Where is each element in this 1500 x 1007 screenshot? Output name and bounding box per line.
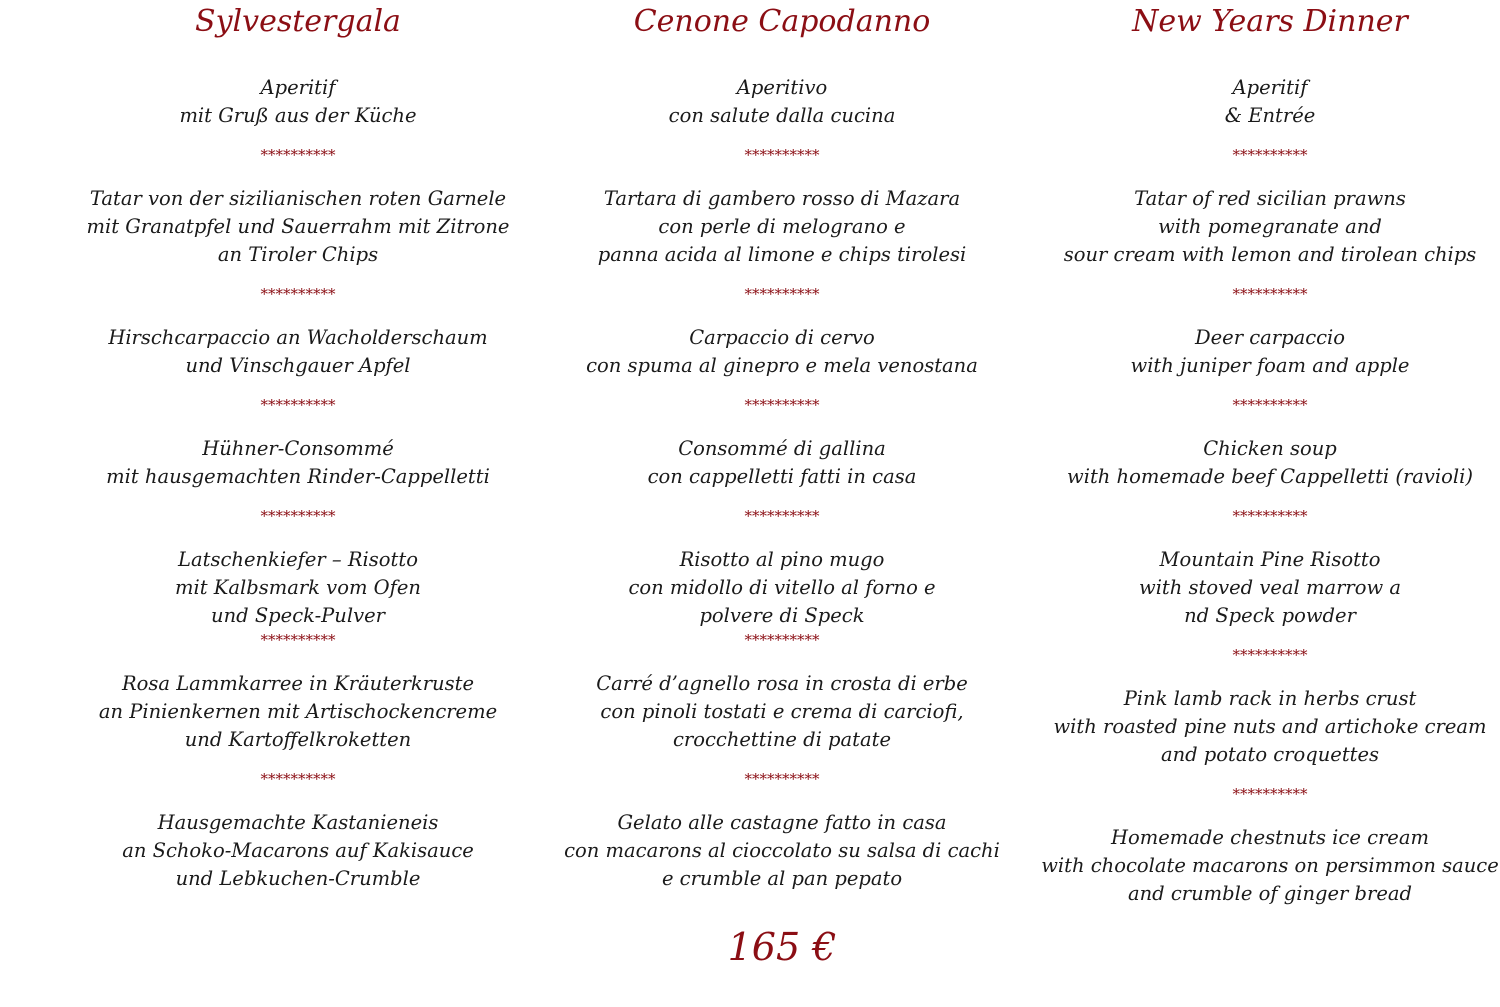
course-line: an Schoko-Macarons auf Kakisauce [122, 839, 474, 862]
course-line: con midollo di vitello al forno e [628, 576, 936, 599]
course-line: an Pinienkernen mit Artischockencreme [98, 700, 498, 723]
course-line: and crumble of ginger bread [1127, 882, 1413, 905]
course-aperitif [532, 74, 1032, 130]
separator: ********** [744, 631, 820, 649]
separator: ********** [744, 770, 820, 788]
course-line: crocchettine di patate [673, 728, 891, 751]
course-dessert [1020, 824, 1500, 908]
course-line: with pomegranate and [1158, 215, 1382, 238]
separator: ********** [1232, 507, 1308, 525]
separator: ********** [1232, 646, 1308, 664]
course-line: with stoved veal marrow a [1139, 576, 1401, 599]
course-line: und Kartoffelkroketten [184, 728, 412, 751]
course-risotto [532, 546, 1032, 630]
course-line: und Vinschgauer Apfel [185, 354, 411, 377]
course-risotto [48, 546, 548, 630]
course-line: con perle di melograno e [658, 215, 906, 238]
course-deer-carpaccio [1020, 324, 1500, 380]
course-line: nd Speck powder [1184, 604, 1356, 627]
course-line: con spuma al ginepro e mela venostana [586, 354, 978, 377]
separator: ********** [260, 631, 336, 649]
separator: ********** [744, 507, 820, 525]
course-consomme [1020, 435, 1500, 491]
course-line: sour cream with lemon and tirolean chips [1063, 243, 1477, 266]
course-line: with roasted pine nuts and artichoke cream [1053, 715, 1487, 738]
course-line: & Entrée [1224, 104, 1316, 127]
separator: ********** [744, 285, 820, 303]
course-line: con macarons al cioccolato su salsa di cachi [564, 839, 1000, 862]
course-line: Risotto al pino mugo [679, 548, 885, 571]
course-aperitif [48, 74, 548, 130]
course-line: Gelato alle castagne fatto in casa [617, 811, 947, 834]
menu-title-italian: Cenone Capodanno [633, 4, 931, 39]
course-line: e crumble al pan pepato [661, 867, 903, 890]
separator: ********** [260, 770, 336, 788]
course-lamb [1020, 685, 1500, 769]
menu-price: 165 € [727, 925, 837, 969]
course-consomme [48, 435, 548, 491]
course-line: mit Gruß aus der Küche [179, 104, 417, 127]
course-consomme [532, 435, 1032, 491]
course-prawn-tartare [532, 185, 1032, 269]
separator: ********** [260, 507, 336, 525]
course-risotto [1020, 546, 1500, 630]
course-line: Hühner-Consommé [202, 437, 394, 460]
separator: ********** [1232, 146, 1308, 164]
course-line: Homemade chestnuts ice cream [1111, 826, 1429, 849]
course-line: with chocolate macarons on persimmon sauce [1041, 854, 1499, 877]
course-line: Deer carpaccio [1194, 326, 1346, 349]
course-line: mit Kalbsmark vom Ofen [175, 576, 421, 599]
course-lamb [48, 670, 548, 754]
separator: ********** [260, 285, 336, 303]
course-lamb [532, 670, 1032, 754]
course-deer-carpaccio [48, 324, 548, 380]
course-line: panna acida al limone e chips tirolesi [597, 243, 967, 266]
course-line: Tatar of red sicilian prawns [1134, 187, 1406, 210]
course-deer-carpaccio [532, 324, 1032, 380]
course-line: Latschenkiefer – Risotto [178, 548, 418, 571]
course-line: polvere di Speck [699, 604, 865, 627]
course-line: Carré d’agnello rosa in crosta di erbe [596, 672, 968, 695]
course-line: Carpaccio di cervo [689, 326, 875, 349]
course-line: mit Granatpfel und Sauerrahm mit Zitrone [86, 215, 510, 238]
course-line: Tatar von der sizilianischen roten Garnele [89, 187, 507, 210]
separator: ********** [744, 146, 820, 164]
course-line: Tartara di gambero rosso di Mazara [603, 187, 961, 210]
course-line: Aperitif [1232, 76, 1308, 99]
course-line: an Tiroler Chips [217, 243, 379, 266]
separator: ********** [260, 396, 336, 414]
separator: ********** [744, 396, 820, 414]
separator: ********** [1232, 285, 1308, 303]
course-line: Aperitivo [736, 76, 828, 99]
course-prawn-tartare [1020, 185, 1500, 269]
course-line: con cappelletti fatti in casa [647, 465, 917, 488]
course-prawn-tartare [48, 185, 548, 269]
course-line: con pinoli tostati e crema di carciofi, [600, 700, 964, 723]
course-dessert [532, 809, 1032, 893]
course-line: with juniper foam and apple [1130, 354, 1410, 377]
course-line: Hausgemachte Kastanieneis [157, 811, 439, 834]
menu-title-german: Sylvestergala [195, 4, 401, 39]
separator: ********** [260, 146, 336, 164]
course-line: Pink lamb rack in herbs crust [1123, 687, 1417, 710]
course-line: Hirschcarpaccio an Wacholderschaum [108, 326, 488, 349]
course-line: con salute dalla cucina [668, 104, 896, 127]
course-line: mit hausgemachten Rinder-Cappelletti [106, 465, 490, 488]
course-line: with homemade beef Cappelletti (ravioli) [1067, 465, 1473, 488]
course-line: and potato croquettes [1160, 743, 1380, 766]
separator: ********** [1232, 396, 1308, 414]
course-dessert [48, 809, 548, 893]
course-line: Consommé di gallina [678, 437, 886, 460]
menu-title-english: New Years Dinner [1132, 4, 1408, 39]
course-line: und Speck-Pulver [211, 604, 385, 627]
separator: ********** [1232, 785, 1308, 803]
course-aperitif [1020, 74, 1500, 130]
course-line: Aperitif [260, 76, 336, 99]
course-line: und Lebkuchen-Crumble [175, 867, 421, 890]
course-line: Mountain Pine Risotto [1159, 548, 1381, 571]
course-line: Rosa Lammkarree in Kräuterkruste [121, 672, 475, 695]
course-line: Chicken soup [1203, 437, 1337, 460]
